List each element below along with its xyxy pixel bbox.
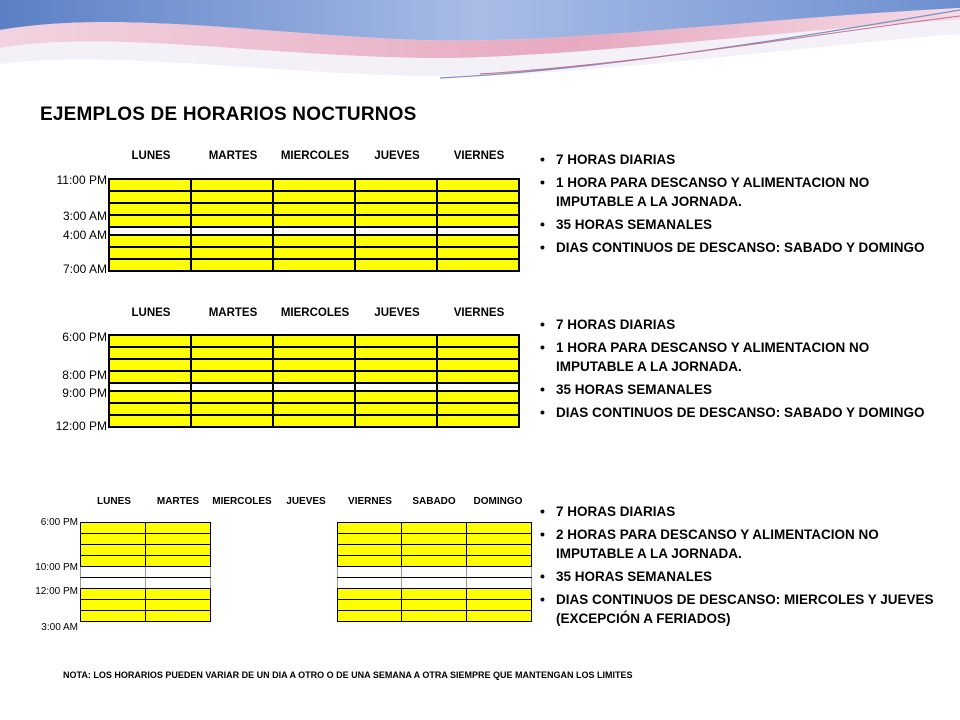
day-header-lunes: LUNES	[97, 496, 131, 507]
day-header-jueves: JUEVES	[374, 307, 420, 319]
schedule-2-notes	[540, 315, 940, 426]
bullet-item: • 35 HORAS SEMANALES	[540, 567, 940, 586]
bullet-item: • DIAS CONTINUOS DE DESCANSO: MIERCOLES Y JUEVES (EXCEPCIÓN A FERIADOS)	[540, 590, 940, 628]
footnote: NOTA: LOS HORARIOS PUEDEN VARIAR DE UN DIA A OTRO O DE UNA SEMANA A OTRA SIEMPRE QUE MANTENGAN LOS LIMITES	[63, 670, 633, 680]
day-header-miercoles: MIERCOLES	[280, 150, 350, 162]
day-header-miercoles: MIERCOLES	[280, 307, 350, 319]
day-header-miercoles: MIERCOLES	[212, 496, 272, 507]
header-wave-decoration	[0, 0, 960, 100]
bullet-item: • 7 HORAS DIARIAS	[540, 150, 940, 169]
day-header-viernes: VIERNES	[453, 307, 505, 319]
bullet-item: • 2 HORAS PARA DESCANSO Y ALIMENTACION NO IMPUTABLE A LA JORNADA.	[540, 525, 940, 563]
schedule-grid-viernes-domingo	[337, 522, 532, 622]
day-header-lunes: LUNES	[131, 150, 171, 162]
day-header-domingo: DOMINGO	[473, 496, 523, 507]
time-label: 4:00 AM	[62, 228, 107, 242]
time-label: 12:00 PM	[35, 586, 78, 597]
page-title: EJEMPLOS DE HORARIOS NOCTURNOS	[40, 104, 417, 125]
schedule-1-notes	[540, 150, 940, 261]
bullet-item: • 35 HORAS SEMANALES	[540, 215, 940, 234]
bullet-item: • 7 HORAS DIARIAS	[540, 502, 940, 521]
day-header-martes: MARTES	[208, 150, 258, 162]
schedule-grid	[108, 178, 520, 272]
time-label: 3:00 AM	[41, 622, 78, 633]
time-label: 10:00 PM	[35, 562, 78, 573]
time-label: 3:00 AM	[62, 209, 107, 223]
bullet-item: • 7 HORAS DIARIAS	[540, 315, 940, 334]
time-label: 11:00 PM	[56, 173, 107, 187]
bullet-item: • 1 HORA PARA DESCANSO Y ALIMENTACION NO IMPUTABLE A LA JORNADA.	[540, 173, 940, 211]
time-label: 6:00 PM	[62, 330, 107, 344]
time-label: 8:00 PM	[62, 368, 107, 382]
day-header-viernes: VIERNES	[348, 496, 392, 507]
day-header-martes: MARTES	[156, 496, 200, 507]
day-header-martes: MARTES	[208, 307, 258, 319]
day-header-jueves: JUEVES	[286, 496, 326, 507]
schedule-3-notes	[540, 502, 940, 632]
bullet-item: • DIAS CONTINUOS DE DESCANSO: SABADO Y DOMINGO	[540, 238, 940, 257]
schedule-grid	[108, 334, 520, 428]
time-label: 6:00 PM	[40, 517, 78, 528]
day-header-viernes: VIERNES	[453, 150, 505, 162]
time-label: 12:00 PM	[55, 419, 107, 433]
bullet-item: • DIAS CONTINUOS DE DESCANSO: SABADO Y DOMINGO	[540, 403, 940, 422]
day-header-jueves: JUEVES	[374, 150, 420, 162]
time-label: 9:00 PM	[62, 386, 107, 400]
time-label: 7:00 AM	[62, 262, 107, 276]
bullet-item: • 1 HORA PARA DESCANSO Y ALIMENTACION NO IMPUTABLE A LA JORNADA.	[540, 338, 940, 376]
bullet-item: • 35 HORAS SEMANALES	[540, 380, 940, 399]
day-header-sabado: SABADO	[412, 496, 456, 507]
day-header-lunes: LUNES	[131, 307, 171, 319]
schedule-grid-lunes-martes	[80, 522, 211, 622]
